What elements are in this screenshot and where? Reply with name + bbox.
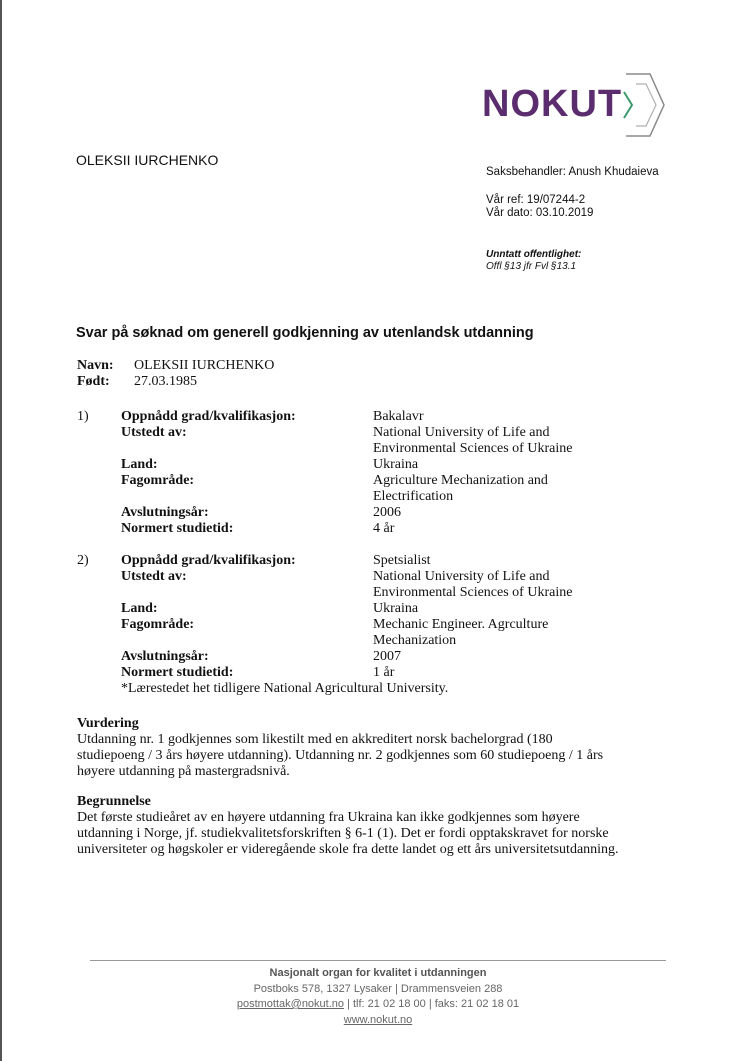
issuer-value-line1: National University of Life and — [373, 569, 550, 584]
born-label: Født: — [77, 374, 110, 389]
field-value-line1: Mechanic Engineer. Agrculture — [373, 617, 549, 632]
personal-info — [77, 358, 274, 390]
footer-address: Postboks 578, 1327 Lysaker | Drammensveien 288 — [253, 982, 503, 995]
logo-hexagon-icon — [606, 72, 668, 138]
assessment-line: Utdanning nr. 1 godkjennes som likestilt med en akkreditert norsk bachelorgrad (180 — [77, 732, 553, 747]
entry-number: 1) — [77, 409, 89, 424]
field-value-line2: Electrification — [373, 489, 454, 504]
field-label: Fagområde: — [121, 473, 195, 488]
our-date: Vår dato: 03.10.2019 — [486, 207, 594, 219]
reasoning-section — [77, 794, 637, 858]
issuer-value-line1: National University of Life and — [373, 425, 550, 440]
assessment-line: studiepoeng / 3 års høyere utdanning). Utdanning nr. 2 godkjennes som 60 studiepoeng / 1 års — [77, 748, 604, 763]
year-label: Avslutningsår: — [121, 505, 209, 520]
footer-web-link[interactable]: www.nokut.no — [343, 1013, 413, 1026]
duration-label: Normert studietid: — [121, 665, 234, 680]
assessment-title: Vurdering — [77, 716, 139, 731]
our-reference: Vår ref: 19/07244-2 — [486, 194, 586, 206]
degree-label: Oppnådd grad/kvalifikasjon: — [121, 409, 296, 424]
assessment-line: høyere utdanning på mastergradsnivå. — [77, 764, 290, 779]
reasoning-line: universiteter og høgskoler er videregående skole fra dette landet og ett års universitetsutdanning. — [77, 842, 619, 857]
footer-org: Nasjonalt organ for kvalitet i utdanningen — [269, 967, 487, 979]
degree-value: Bakalavr — [373, 409, 424, 424]
issuer-label: Utstedt av: — [121, 569, 187, 584]
field-value-line1: Agriculture Mechanization and — [373, 473, 548, 488]
country-value: Ukraina — [373, 457, 419, 472]
exemption-title: Unntatt offentlighet: — [486, 249, 582, 260]
country-value: Ukraina — [373, 601, 419, 616]
issuer-value-line2: Environmental Sciences of Ukraine — [373, 441, 573, 456]
country-label: Land: — [121, 457, 158, 472]
degree-value: Spetsialist — [373, 553, 431, 568]
case-handler: Saksbehandler: Anush Khudaieva — [486, 166, 659, 178]
country-label: Land: — [121, 601, 158, 616]
assessment-section — [77, 716, 637, 780]
year-label: Avslutningsår: — [121, 649, 209, 664]
education-entry-2 — [77, 553, 637, 697]
reasoning-line: Det første studieåret av en høyere utdanning fra Ukraina kan ikke godkjennes som høyere — [77, 810, 580, 825]
degree-label: Oppnådd grad/kvalifikasjon: — [121, 553, 296, 568]
footer-email-link[interactable]: postmottak@nokut.no — [236, 998, 345, 1010]
education-entry-1 — [77, 409, 637, 537]
page-left-border — [0, 0, 2, 1061]
footer — [90, 966, 666, 1028]
born-value: 27.03.1985 — [134, 374, 197, 389]
entry-number: 2) — [77, 553, 89, 568]
recipient-name: OLEKSII IURCHENKO — [76, 152, 219, 168]
institution-note: *Lærestedet het tidligere National Agricultural University. — [121, 681, 449, 696]
footer-divider — [90, 960, 666, 961]
duration-value: 1 år — [373, 665, 395, 680]
issuer-label: Utstedt av: — [121, 425, 187, 440]
letter-heading: Svar på søknad om generell godkjenning av utenlandsk utdanning — [76, 325, 534, 341]
reasoning-line: utdanning i Norge, jf. studiekvalitetsforskriften § 6-1 (1). Det er fordi opptakskravet for norske — [77, 826, 609, 841]
nokut-logo — [482, 72, 672, 138]
field-value-line2: Mechanization — [373, 633, 457, 648]
name-value: OLEKSII IURCHENKO — [134, 358, 275, 373]
duration-value: 4 år — [373, 521, 395, 536]
year-value: 2007 — [373, 649, 401, 664]
issuer-value-line2: Environmental Sciences of Ukraine — [373, 585, 573, 600]
reasoning-title: Begrunnelse — [77, 794, 151, 809]
field-label: Fagområde: — [121, 617, 195, 632]
year-value: 2006 — [373, 505, 401, 520]
duration-label: Normert studietid: — [121, 521, 234, 536]
footer-contact — [90, 997, 666, 1013]
exemption-law: Offl §13 jfr Fvl §13.1 — [486, 261, 577, 272]
footer-phones: | tlf: 21 02 18 00 | faks: 21 02 18 01 — [344, 998, 520, 1010]
name-label: Navn: — [77, 358, 114, 373]
logo-wordmark: NOKUT — [482, 83, 623, 125]
